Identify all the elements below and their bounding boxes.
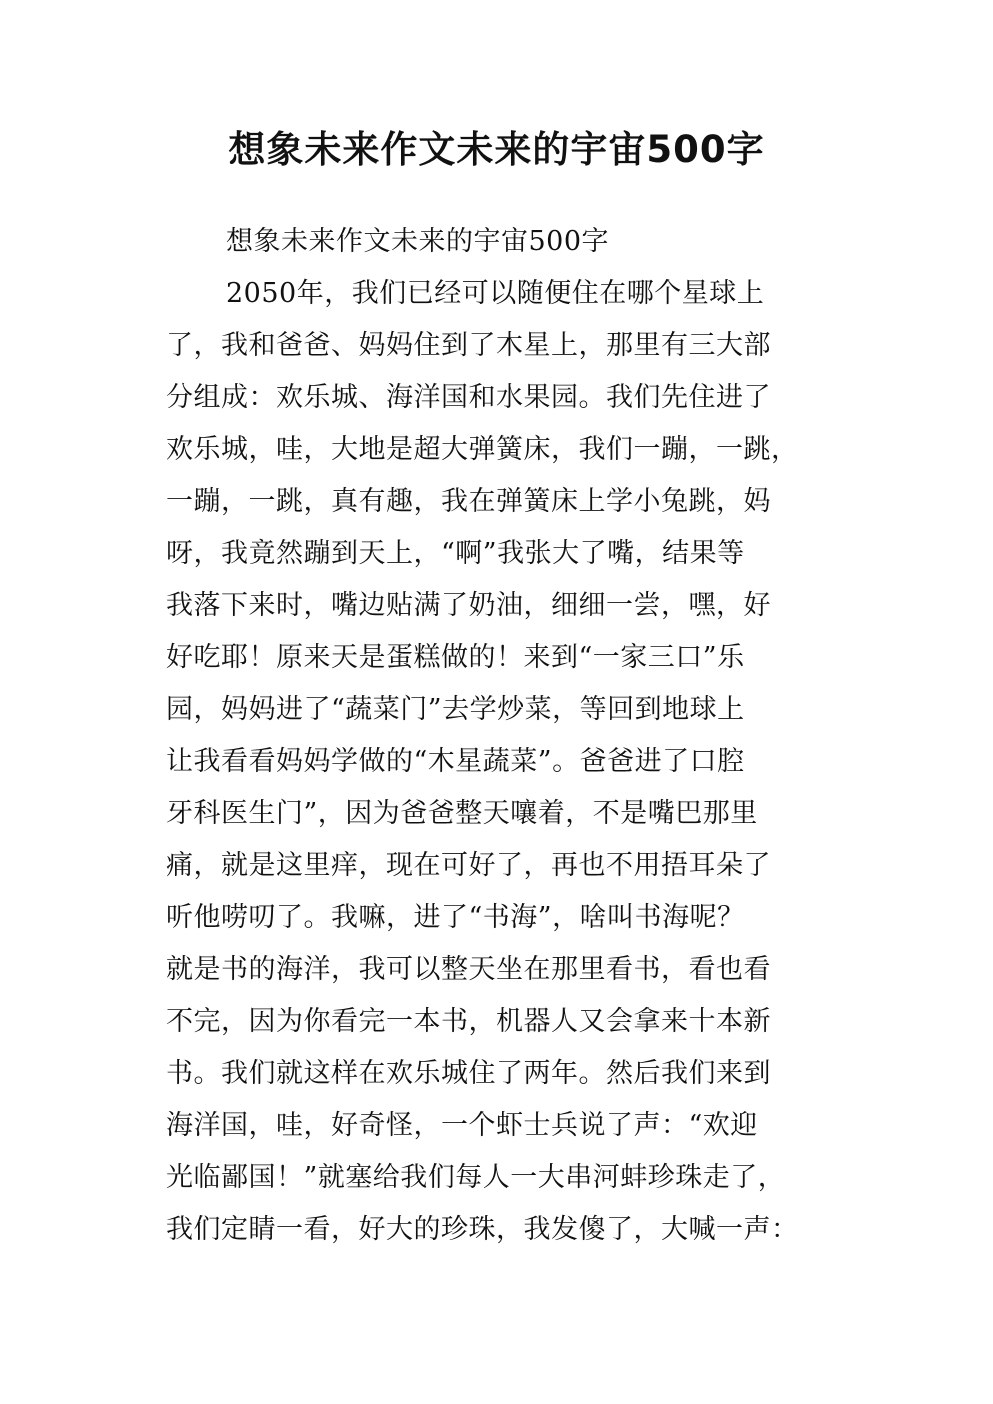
body-line: 了，我和爸爸、妈妈住到了木星上，那里有三大部 (166, 330, 771, 361)
body-line: 好吃耶！原来天是蛋糕做的！来到“一家三口”乐 (166, 642, 745, 673)
body-line: 2050年，我们已经可以随便住在哪个星球上 (226, 278, 765, 309)
body-line: 让我看看妈妈学做的“木星蔬菜”。爸爸进了口腔 (166, 746, 745, 777)
body-line: 牙科医生门”，因为爸爸整天嚷着，不是嘴巴那里 (166, 798, 758, 829)
body-line: 欢乐城，哇，大地是超大弹簧床，我们一蹦，一跳， (166, 434, 799, 465)
body-line: 书。我们就这样在欢乐城住了两年。然后我们来到 (166, 1058, 771, 1089)
document-body (166, 216, 846, 1256)
body-line: 我们定睛一看，好大的珍珠，我发傻了，大喊一声： (166, 1214, 799, 1245)
body-line: 痛，就是这里痒，现在可好了，再也不用捂耳朵了 (166, 850, 771, 881)
body-line: 想象未来作文未来的宇宙500字 (226, 226, 610, 257)
body-line: 听他唠叨了。我嘛，进了“书海”，啥叫书海呢？ (166, 902, 745, 933)
body-line: 分组成：欢乐城、海洋国和水果园。我们先住进了 (166, 382, 771, 413)
body-line: 我落下来时，嘴边贴满了奶油，细细一尝，嘿，好 (166, 590, 771, 621)
document-title: 想象未来作文未来的宇宙500字 (228, 128, 765, 171)
body-line: 光临鄙国！”就塞给我们每人一大串河蚌珍珠走了， (166, 1162, 786, 1193)
body-line: 呀，我竟然蹦到天上，“啊”我张大了嘴，结果等 (166, 538, 745, 569)
body-line: 海洋国，哇，好奇怪，一个虾士兵说了声：“欢迎 (166, 1110, 758, 1141)
body-line: 园，妈妈进了“蔬菜门”去学炒菜，等回到地球上 (166, 694, 745, 725)
body-line: 就是书的海洋，我可以整天坐在那里看书，看也看 (166, 954, 771, 985)
body-line: 不完，因为你看完一本书，机器人又会拿来十本新 (166, 1006, 771, 1037)
body-line: 一蹦，一跳，真有趣，我在弹簧床上学小兔跳，妈 (166, 486, 771, 517)
